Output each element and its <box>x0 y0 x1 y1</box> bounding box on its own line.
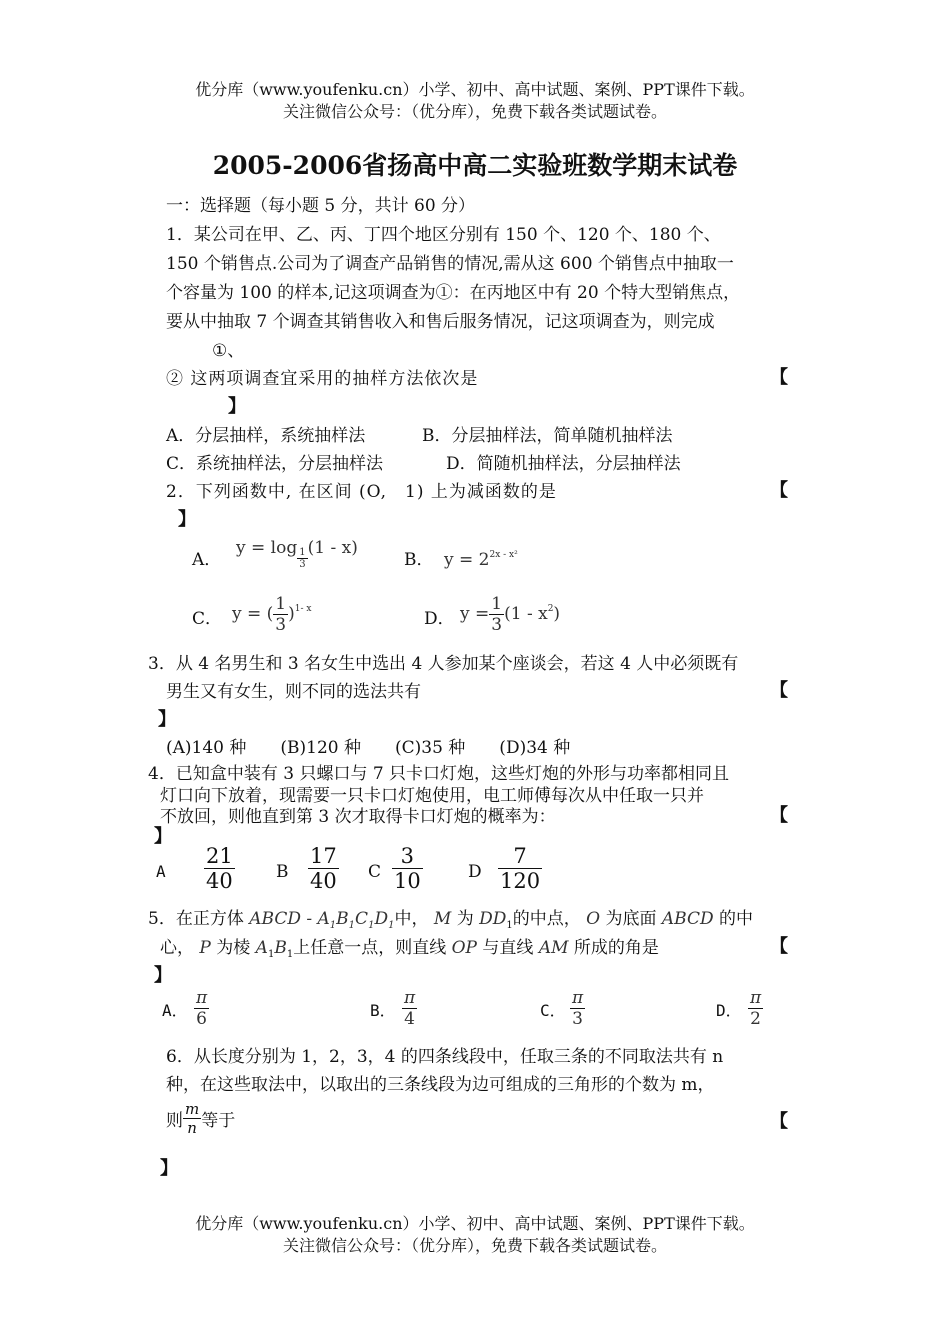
fraction-denominator: 3 <box>275 615 287 635</box>
q1-line: ② 这两项调查宜采用的抽样方法依次是 <box>166 369 479 389</box>
answer-bracket-close: 】 <box>178 509 196 530</box>
q5-text: 与直线 <box>482 938 534 958</box>
formula-text: ) <box>553 604 561 624</box>
math-text: M <box>433 909 452 929</box>
q4-option-d-fraction <box>498 844 542 893</box>
math-text: B <box>274 938 287 958</box>
fraction-numerator: π <box>572 988 584 1008</box>
fraction-denominator: 3 <box>491 615 503 635</box>
fraction-denominator: n <box>187 1119 197 1137</box>
fraction-denominator: 6 <box>196 1009 207 1029</box>
answer-bracket-open: 【 <box>770 936 788 957</box>
q1-line: 要从中抽取 7 个调查其销售收入和售后服务情况，记这项调查为，则完成 <box>166 312 715 332</box>
fraction-numerator: m <box>185 1100 200 1118</box>
fraction-numerator: 17 <box>310 844 337 868</box>
q5-text: 的中 <box>719 909 754 929</box>
fraction <box>204 844 235 893</box>
math-subscript: 1 <box>368 920 375 931</box>
q4-option-d-label: D <box>468 862 482 882</box>
fraction-denominator: 3 <box>572 1009 583 1029</box>
q1-option-c: C．系统抽样法，分层抽样法 <box>166 454 384 474</box>
q5-text: 上任意一点，则直线 <box>293 938 447 958</box>
math-text: A <box>255 938 268 958</box>
q5-text: 为底面 <box>605 909 657 929</box>
fraction <box>308 844 339 893</box>
fraction-denominator: 2 <box>750 1009 761 1029</box>
q4-line: 4．已知盒中装有 3 只螺口与 7 只卡口灯炮，这些灯炮的外形与功率都相同且 <box>148 764 730 784</box>
fraction <box>194 988 209 1029</box>
page-footer-line1: 优分库（www.youfenku.cn）小学、初中、高中试题、案例、PPT课件下载。 <box>195 1214 755 1233</box>
q2-formula-c <box>232 594 311 635</box>
formula-text: ) <box>288 604 295 624</box>
q4-option-a-fraction <box>204 844 235 893</box>
formula-exponent: 2 <box>547 604 554 614</box>
q4-line: 不放回，则他直到第 3 次才取得卡口灯炮的概率为： <box>160 807 556 827</box>
page-footer-line2: 关注微信公众号：（优分库），免费下载各类试题试卷。 <box>282 1236 667 1255</box>
answer-bracket-open: 【 <box>770 480 788 501</box>
answer-bracket-close: 】 <box>160 1158 178 1179</box>
fraction <box>392 844 423 893</box>
q4-option-a-label: A <box>156 862 166 881</box>
fraction <box>273 594 288 635</box>
math-cube-name <box>249 909 394 929</box>
formula-exponent: 1- x <box>294 604 312 614</box>
fraction <box>489 594 504 635</box>
math-text: ABCD - A <box>249 909 330 929</box>
fraction-denominator: 3 <box>299 559 306 570</box>
math-subscript: 1 <box>267 949 275 960</box>
fraction-numerator: 1 <box>299 547 306 558</box>
fraction <box>402 988 417 1029</box>
fraction-numerator: π <box>750 988 762 1008</box>
math-text: P <box>199 938 211 958</box>
math-text: O <box>586 909 601 929</box>
q4-option-c-fraction <box>392 844 423 893</box>
answer-bracket-close: 】 <box>158 709 176 730</box>
q5-text: 5．在正方体 <box>148 909 244 929</box>
fraction <box>570 988 585 1029</box>
q5-text: 中， <box>394 909 429 929</box>
math-text: OP <box>451 938 477 958</box>
math-text: B <box>336 909 349 929</box>
q5-option-c-fraction <box>570 988 585 1029</box>
answer-bracket-open: 【 <box>770 805 788 826</box>
math-text: ABCD <box>661 909 714 929</box>
q5-option-a-fraction <box>194 988 209 1029</box>
q2-formula-d <box>460 594 560 635</box>
q3-options: (A)140 种 (B)120 种 (C)35 种 (D)34 种 <box>166 738 571 758</box>
fraction-numerator: 1 <box>275 594 287 614</box>
q6-line: 6．从长度分别为 1，2，3，4 的四条线段中，任取三条的不同取法共有 n <box>166 1047 724 1067</box>
q5-text: 所成的角是 <box>573 938 659 958</box>
section-heading: 一：选择题（每小题 5 分，共计 60 分） <box>166 196 476 216</box>
formula-text: (1 - x) <box>307 538 358 558</box>
q6-line-3 <box>166 1100 235 1137</box>
page-header-line2: 关注微信公众号：（优分库），免费下载各类试题试卷。 <box>282 102 667 121</box>
q5-line-1 <box>148 904 753 931</box>
q2-option-d-label: D． <box>424 609 455 629</box>
fraction-denominator: 120 <box>500 869 541 893</box>
q4-option-c-label: C <box>368 862 382 882</box>
q1-option-a: A．分层抽样，系统抽样法 <box>166 426 366 446</box>
answer-bracket-close: 】 <box>228 396 246 417</box>
q2-option-c-label: C． <box>192 609 223 629</box>
math-subscript: 1 <box>506 920 513 931</box>
formula-text: (1 - x <box>504 604 548 624</box>
fraction-denominator: 40 <box>206 869 233 893</box>
fraction-numerator: 3 <box>392 844 423 869</box>
fraction-numerator: 1 <box>491 594 503 614</box>
fraction <box>748 988 763 1029</box>
q2-option-a-label: A． <box>192 550 222 570</box>
q5-text: 为棱 <box>216 938 251 958</box>
q3-line: 3．从 4 名男生和 3 名女生中选出 4 人参加某个座谈会，若这 4 人中必须既有 <box>148 654 739 674</box>
formula-text: y = 2 <box>444 550 490 570</box>
math-text: DD <box>479 909 507 929</box>
q1-option-d: D．简随机抽样法，分层抽样法 <box>446 454 681 474</box>
fraction-numerator: 21 <box>206 844 233 868</box>
answer-bracket-open: 【 <box>770 680 788 701</box>
answer-bracket-close: 】 <box>154 965 172 986</box>
answer-bracket-open: 【 <box>770 367 788 388</box>
log-base-fraction <box>297 547 307 570</box>
math-subscript: 1 <box>329 920 337 931</box>
q1-option-b: B．分层抽样法，简单随机抽样法 <box>422 426 673 446</box>
math-subscript: 1 <box>286 949 294 960</box>
q5-text: 为 <box>456 909 474 929</box>
q6-line: 种，在这些取法中，以取出的三条线段为边可组成的三角形的个数为 m， <box>166 1075 715 1095</box>
formula-text: y = <box>236 538 266 558</box>
fraction-denominator: 4 <box>404 1009 415 1029</box>
q1-line: ①、 <box>212 341 245 361</box>
q1-line: 1．某公司在甲、乙、丙、丁四个地区分别有 150 个、120 个、180 个、 <box>166 225 721 245</box>
fraction-numerator: π <box>196 988 208 1008</box>
q5-line-2 <box>160 933 659 960</box>
fraction <box>498 844 542 893</box>
q4-option-b-fraction <box>308 844 339 893</box>
page-title: 2005-2006省扬高中高二实验班数学期末试卷 <box>212 151 738 180</box>
math-text: AM <box>538 938 569 958</box>
q2-formula-b <box>444 550 518 570</box>
q5-option-b-fraction <box>402 988 417 1029</box>
q5-text: 心， <box>160 938 194 958</box>
answer-bracket-open: 【 <box>770 1111 788 1132</box>
fraction-denominator: 40 <box>310 869 337 893</box>
q2-formula-a <box>236 538 358 570</box>
q3-line: 男生又有女生，则不同的选法共有 <box>166 682 421 702</box>
formula-text: log <box>270 538 298 558</box>
math-text: D <box>374 909 389 929</box>
q5-option-c-label: C． <box>540 1001 566 1020</box>
q4-line: 灯口向下放着，现需要一只卡口灯炮使用，电工师傅每次从中任取一只并 <box>160 786 704 806</box>
q5-option-a-label: A． <box>162 1001 188 1020</box>
q2-option-b-label: B． <box>404 550 434 570</box>
q6-text: 则 <box>166 1111 183 1131</box>
q1-line: 个容量为 100 的样本,记这项调查为①：在丙地区中有 20 个特大型销焦点， <box>166 283 741 303</box>
fraction <box>183 1100 201 1137</box>
formula-exponent: 2x - x² <box>489 550 518 560</box>
fraction-numerator: π <box>404 988 416 1008</box>
q5-option-b-label: B． <box>370 1001 396 1020</box>
formula-text: y = <box>460 604 490 624</box>
q5-option-d-label: D． <box>716 1001 742 1020</box>
q5-option-d-fraction <box>748 988 763 1029</box>
answer-bracket-close: 】 <box>154 826 172 847</box>
q4-option-b-label: B <box>276 862 289 882</box>
formula-text: y = ( <box>232 604 274 624</box>
q6-text: 等于 <box>201 1111 236 1131</box>
q5-text: 的中点， <box>512 909 581 929</box>
math-text: C <box>355 909 369 929</box>
fraction-numerator: 7 <box>498 844 542 869</box>
math-subscript: 1 <box>348 920 356 931</box>
page-header-line1: 优分库（www.youfenku.cn）小学、初中、高中试题、案例、PPT课件下载。 <box>195 80 755 99</box>
q2-stem: 2．下列函数中, 在区间 (O, 1) 上为减函数的是 <box>166 482 557 502</box>
math-subscript: 1 <box>388 920 395 931</box>
fraction-denominator: 10 <box>394 869 421 893</box>
q1-line: 150 个销售点.公司为了调查产品销售的情况,需从这 600 个销售点中抽取一 <box>166 254 734 274</box>
